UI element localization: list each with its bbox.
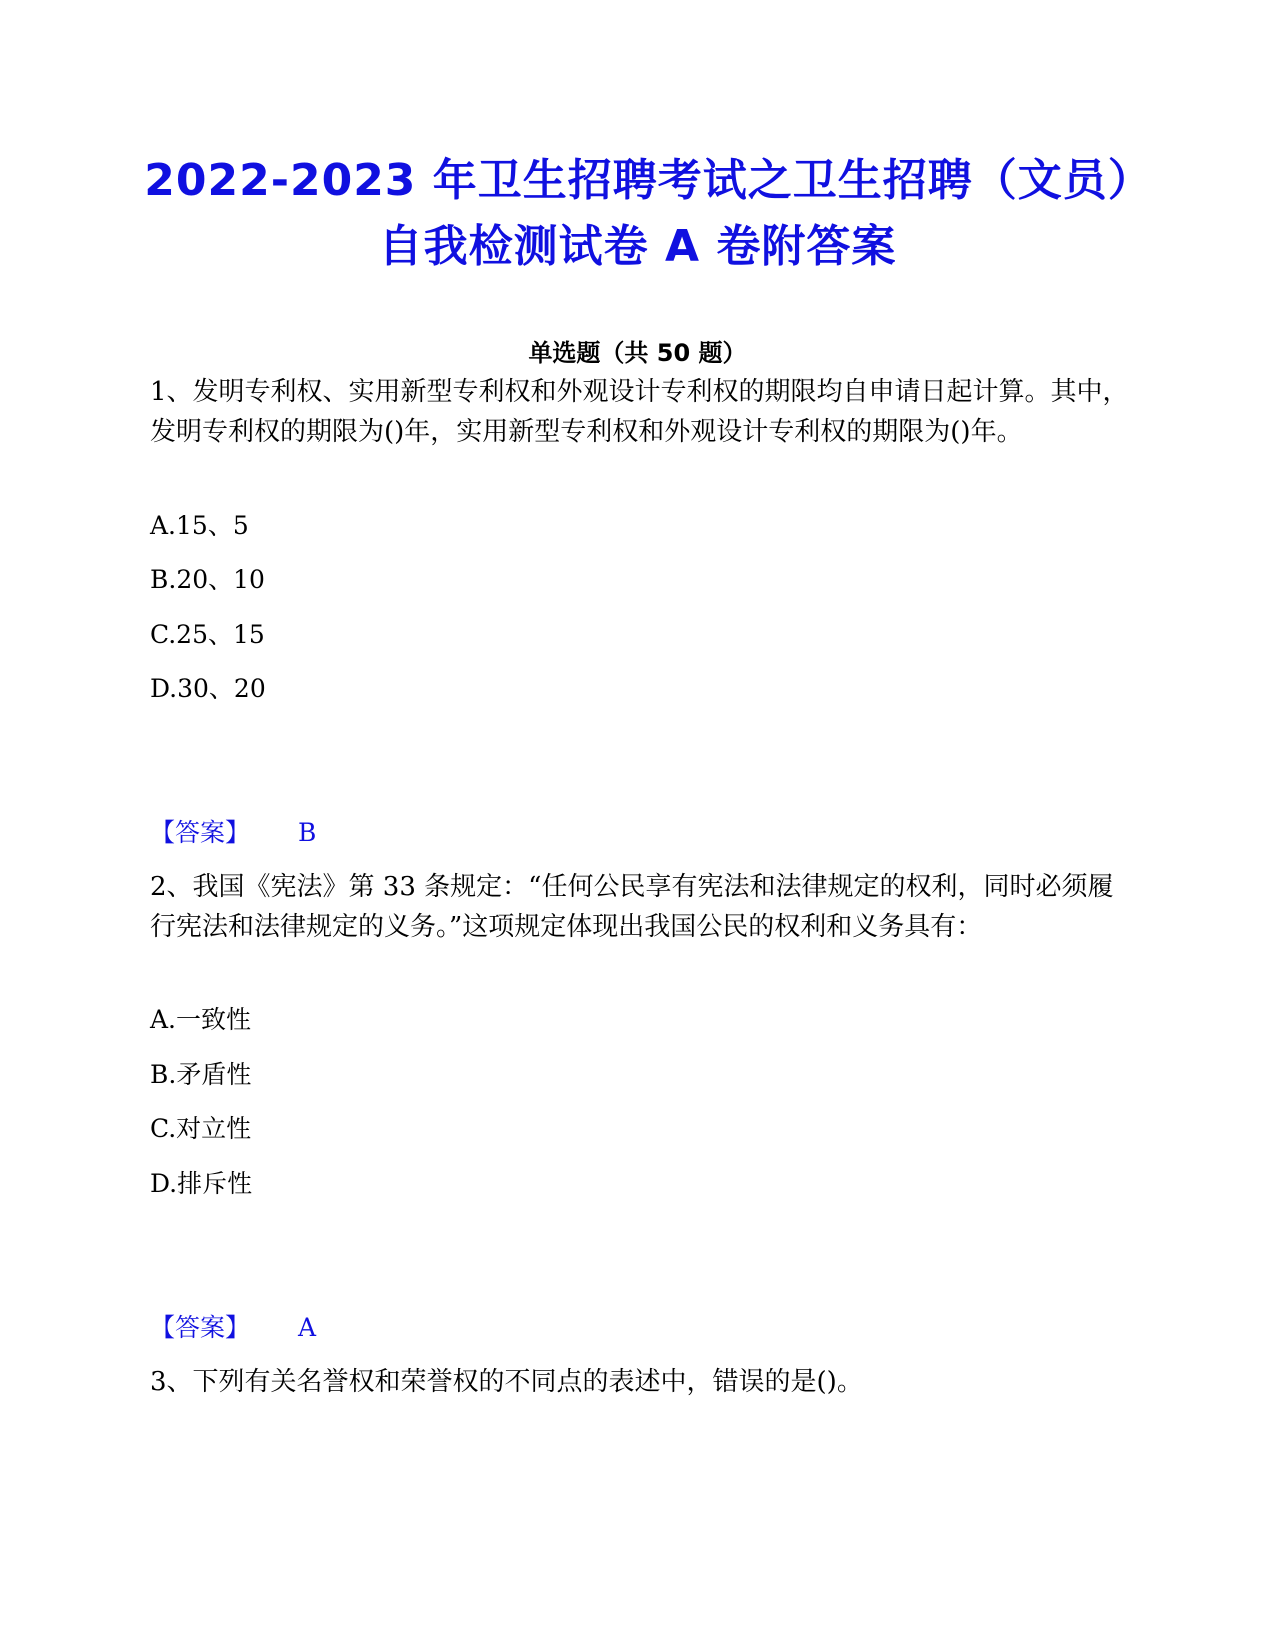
question-3-text: 3、下列有关名誉权和荣誉权的不同点的表述中，错误的是()。 — [150, 1367, 863, 1397]
question-2-option-d: D.排斥性 — [150, 1169, 253, 1198]
answer-label: 【答案】 — [150, 818, 251, 847]
answer-value: B — [298, 818, 317, 847]
question-1-option-d: D.30、20 — [150, 674, 266, 703]
answer-label: 【答案】 — [150, 1313, 251, 1342]
section-heading: 单选题（共 50 题） — [528, 339, 747, 367]
question-2-option-a: A.一致性 — [150, 1005, 252, 1034]
question-2-answer — [150, 1310, 316, 1346]
question-1-option-c: C.25、15 — [150, 620, 265, 649]
question-2-option-b: B.矛盾性 — [150, 1060, 252, 1089]
question-1-option-a: A.15、5 — [150, 511, 249, 540]
question-1-text: 1、发明专利权、实用新型专利权和外观设计专利权的期限均自申请日起计算。其中，发明专利权的期限为()年，实用新型专利权和外观设计专利权的期限为()年。 — [150, 377, 1129, 447]
answer-value: A — [298, 1313, 317, 1342]
question-1-option-b: B.20、10 — [150, 565, 265, 594]
question-1-answer — [150, 815, 316, 851]
document-title: 2022-2023 年卫生招聘考试之卫生招聘（文员）自我检测试卷 A 卷附答案 — [144, 155, 1131, 272]
question-2-option-c: C.对立性 — [150, 1114, 252, 1143]
question-2-text: 2、我国《宪法》第 33 条规定：“任何公民享有宪法和法律规定的权利，同时必须履行宪法和法律规定的义务。”这项规定体现出我国公民的权利和义务具有： — [150, 872, 1114, 942]
